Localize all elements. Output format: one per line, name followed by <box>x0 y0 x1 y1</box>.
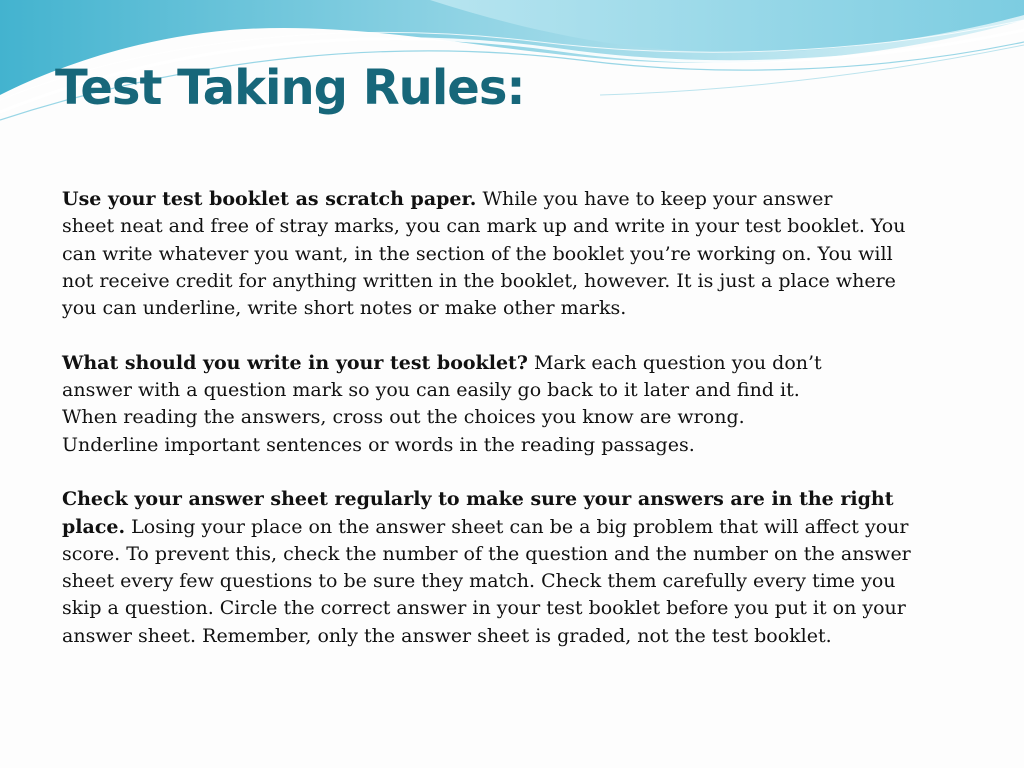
body-text: Mark each question you don’t <box>527 351 822 374</box>
paragraph-line <box>62 514 942 541</box>
paragraph <box>62 350 942 459</box>
body-text: skip a question. Circle the correct answer in your test booklet before you put it on your <box>62 597 906 620</box>
paragraph-line <box>62 241 942 268</box>
bold-lead-text: Check your answer sheet regularly to make sure your answers are in the right <box>62 488 894 511</box>
body-text: sheet every few questions to be sure they match. Check them carefully every time you <box>62 570 896 593</box>
paragraph-line <box>62 623 942 650</box>
paragraph-line <box>62 486 942 513</box>
bold-lead-text: place. <box>62 515 126 538</box>
body-text: Underline important sentences or words in the reading passages. <box>62 433 695 456</box>
body-text: When reading the answers, cross out the choices you know are wrong. <box>62 406 745 429</box>
body-text: sheet neat and free of stray marks, you can mark up and write in your test booklet. You <box>62 215 906 238</box>
paragraph-line <box>62 595 942 622</box>
paragraph-line <box>62 432 942 459</box>
paragraph <box>62 186 942 322</box>
paragraph-line <box>62 404 942 431</box>
body-text: not receive credit for anything written in the booklet, however. It is just a place where <box>62 269 896 292</box>
body-text: can write whatever you want, in the section of the booklet you’re working on. You will <box>62 242 893 265</box>
bold-lead-text: Use your test booklet as scratch paper. <box>62 188 477 210</box>
bold-lead-text: What should you write in your test booklet? <box>62 351 528 374</box>
body-text: you can underline, write short notes or make other marks. <box>62 297 627 320</box>
paragraph-line <box>62 213 942 240</box>
paragraph-line <box>62 350 942 377</box>
paragraph-line <box>62 268 942 295</box>
paragraph <box>62 486 942 650</box>
paragraph-line <box>62 186 942 213</box>
body-text: answer sheet. Remember, only the answer sheet is graded, not the test booklet. <box>62 624 832 647</box>
paragraph-line <box>62 568 942 595</box>
body-text: Losing your place on the answer sheet can be a big problem that will affect your <box>125 515 909 538</box>
slide-body <box>62 186 942 677</box>
body-text: While you have to keep your answer <box>476 188 833 210</box>
paragraph-list <box>62 186 942 650</box>
paragraph-line <box>62 377 942 404</box>
paragraph-line <box>62 541 942 568</box>
body-text: answer with a question mark so you can easily go back to it later and find it. <box>62 379 800 402</box>
body-text: score. To prevent this, check the number of the question and the number on the answer <box>62 542 911 565</box>
slide-title: Test Taking Rules: <box>55 60 525 116</box>
paragraph-line <box>62 295 942 322</box>
